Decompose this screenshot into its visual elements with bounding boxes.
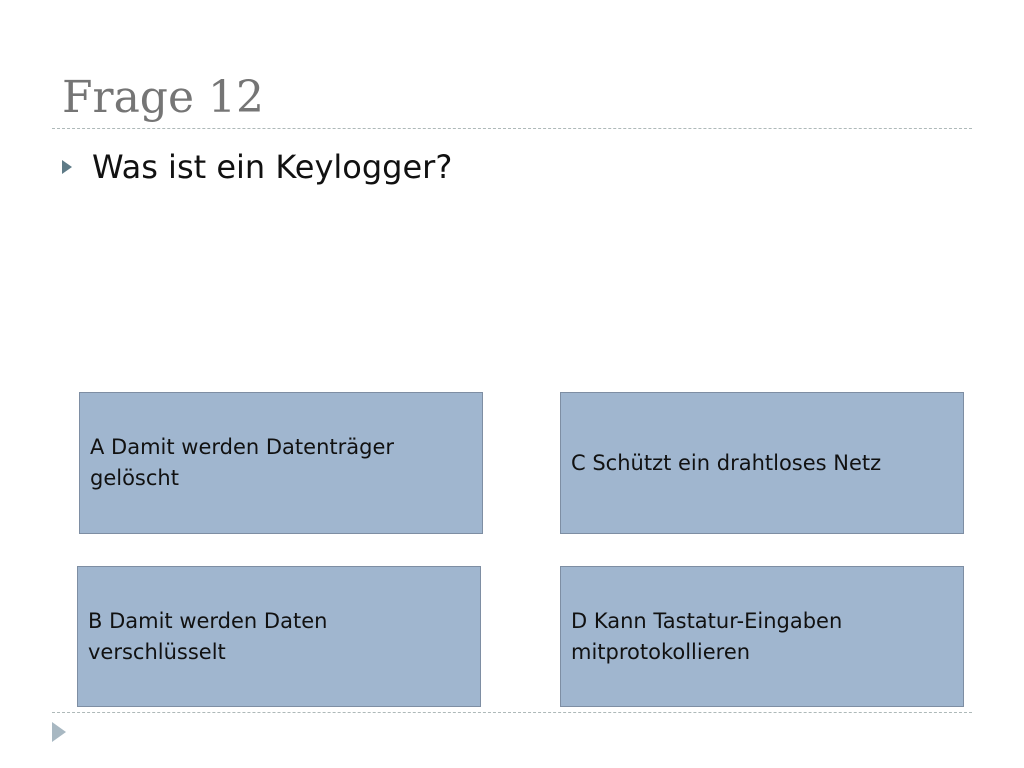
answer-a-box[interactable] — [79, 392, 483, 534]
question-text: Was ist ein Keylogger? — [92, 148, 453, 186]
title-divider — [52, 128, 972, 129]
answer-a-text: A Damit werden Datenträger gelöscht — [90, 435, 394, 490]
answer-b-text: B Damit werden Daten verschlüsselt — [88, 608, 328, 664]
answer-c-box[interactable] — [560, 392, 964, 534]
footer-divider — [52, 712, 972, 713]
triangle-bullet-icon — [62, 160, 72, 174]
slide-title: Frage 12 — [62, 72, 264, 123]
answer-b-box[interactable] — [77, 566, 481, 707]
answer-d-text: D Kann Tastatur-Eingaben mitprotokollieren — [571, 608, 843, 664]
triangle-corner-icon — [52, 722, 66, 742]
answer-c-text: C Schützt ein drahtloses Netz — [571, 450, 882, 475]
answer-d-box[interactable] — [560, 566, 964, 707]
question-bullet — [62, 146, 452, 188]
